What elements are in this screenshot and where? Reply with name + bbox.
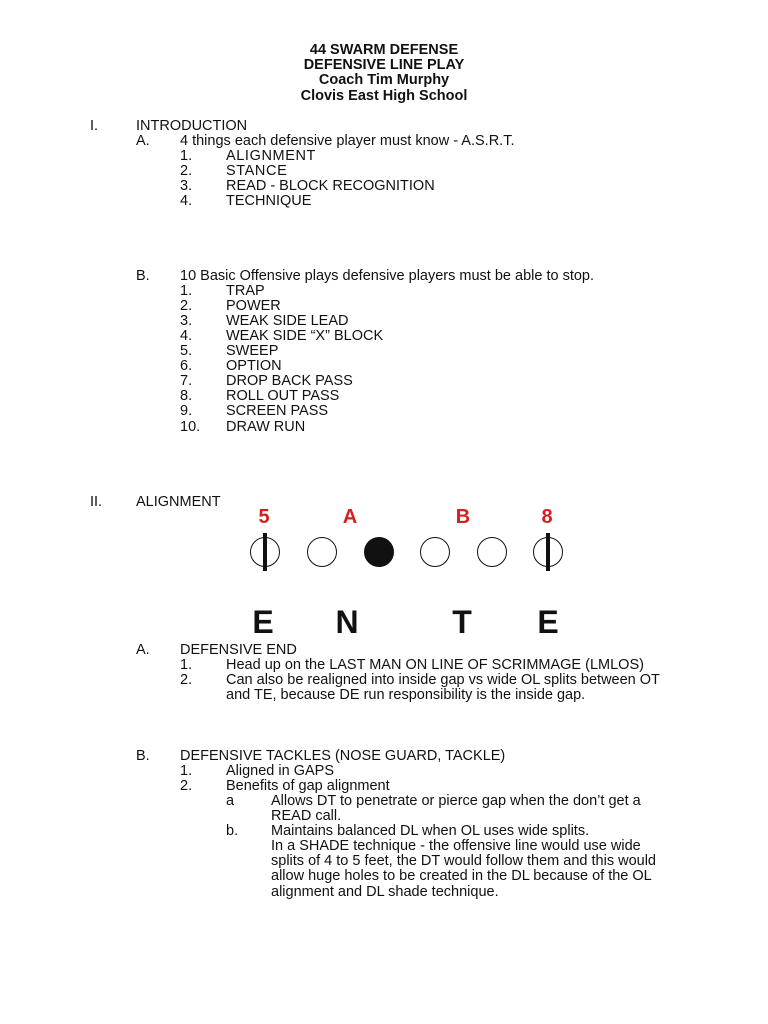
list-item: STANCE	[226, 163, 288, 179]
list-item: Head up on the LAST MAN ON LINE OF SCRIMMAGE (LMLOS)	[226, 657, 644, 673]
sub-item-letter: a	[226, 793, 235, 809]
list-item-number: 1.	[180, 283, 193, 299]
list-item-number: 10.	[180, 419, 201, 435]
list-item-number: 2.	[180, 163, 193, 179]
list-item: TRAP	[226, 283, 265, 299]
list-item: ALIGNMENT	[226, 148, 316, 164]
sub-item-continuation: In a SHADE technique - the offensive line would use wide	[271, 838, 641, 854]
sub-item-letter: b.	[226, 823, 239, 839]
list-item: SWEEP	[226, 343, 279, 359]
list-item-number: 9.	[180, 403, 193, 419]
list-item-number: 3.	[180, 178, 193, 194]
offensive-center-circle	[364, 537, 394, 567]
subsection-title: DEFENSIVE TACKLES (NOSE GUARD, TACKLE)	[180, 748, 506, 764]
gap-label-8: 8	[541, 506, 553, 528]
list-item-number: 2.	[180, 298, 193, 314]
gap-label-b: B	[455, 506, 471, 528]
section-title: ALIGNMENT	[136, 494, 221, 510]
section-number: I.	[90, 118, 99, 134]
player-letter-tackle: T	[452, 604, 472, 640]
list-item-number: 7.	[180, 373, 193, 389]
section-title: INTRODUCTION	[136, 118, 248, 134]
offensive-player-guard-circle	[420, 537, 450, 567]
list-item-number: 3.	[180, 313, 193, 329]
list-item: Benefits of gap alignment	[226, 778, 390, 794]
doc-subtitle: DEFENSIVE LINE PLAY	[303, 57, 465, 73]
subsection-letter: A.	[136, 133, 150, 149]
offensive-player-tackle-circle	[307, 537, 337, 567]
sub-item-continuation: READ call.	[271, 808, 342, 824]
list-item-continuation: and TE, because DE run responsibility is the inside gap.	[226, 687, 586, 703]
doc-school: Clovis East High School	[300, 88, 468, 104]
list-item-number: 1.	[180, 657, 193, 673]
technique-marker	[263, 533, 267, 571]
subsection-text: 10 Basic Offensive plays defensive players must be able to stop.	[180, 268, 595, 284]
offensive-player-end-right-circle	[533, 537, 563, 567]
list-item: OPTION	[226, 358, 282, 374]
list-item-number: 2.	[180, 778, 193, 794]
list-item: READ - BLOCK RECOGNITION	[226, 178, 435, 194]
sub-item: Allows DT to penetrate or pierce gap when the don’t get a	[271, 793, 641, 809]
subsection-letter: B.	[136, 748, 150, 764]
sub-item: Maintains balanced DL when OL uses wide splits.	[271, 823, 590, 839]
doc-title: 44 SWARM DEFENSE	[309, 42, 459, 58]
list-item: WEAK SIDE LEAD	[226, 313, 349, 329]
player-letter-end-right: E	[537, 604, 559, 640]
list-item: Aligned in GAPS	[226, 763, 335, 779]
list-item-number: 2.	[180, 672, 193, 688]
list-item: SCREEN PASS	[226, 403, 329, 419]
list-item: WEAK SIDE “X” BLOCK	[226, 328, 384, 344]
list-item: TECHNIQUE	[226, 193, 312, 209]
gap-label-5: 5	[258, 506, 270, 528]
subsection-text: 4 things each defensive player must know - A.S.R.T.	[180, 133, 515, 149]
offensive-player-tackle-right-circle	[477, 537, 507, 567]
list-item-number: 5.	[180, 343, 193, 359]
list-item: Can also be realigned into inside gap vs wide OL splits between OT	[226, 672, 660, 688]
player-letter-end: E	[252, 604, 274, 640]
list-item: DRAW RUN	[226, 419, 306, 435]
section-number: II.	[90, 494, 103, 510]
list-item-number: 6.	[180, 358, 193, 374]
subsection-letter: B.	[136, 268, 150, 284]
doc-author: Coach Tim Murphy	[318, 72, 450, 88]
subsection-letter: A.	[136, 642, 150, 658]
sub-item-continuation: alignment and DL shade technique.	[271, 884, 499, 900]
sub-item-continuation: allow huge holes to be created in the DL because of the OL	[271, 868, 652, 884]
list-item-number: 1.	[180, 148, 193, 164]
list-item: POWER	[226, 298, 281, 314]
offensive-player-tight-end-circle	[250, 537, 280, 567]
list-item-number: 8.	[180, 388, 193, 404]
list-item-number: 4.	[180, 193, 193, 209]
subsection-title: DEFENSIVE END	[180, 642, 297, 658]
list-item-number: 1.	[180, 763, 193, 779]
list-item-number: 4.	[180, 328, 193, 344]
gap-label-a: A	[342, 506, 358, 528]
sub-item-continuation: splits of 4 to 5 feet, the DT would follow them and this would	[271, 853, 656, 869]
player-letter-nose: N	[335, 604, 359, 640]
list-item: DROP BACK PASS	[226, 373, 353, 389]
technique-marker	[546, 533, 550, 571]
list-item: ROLL OUT PASS	[226, 388, 340, 404]
